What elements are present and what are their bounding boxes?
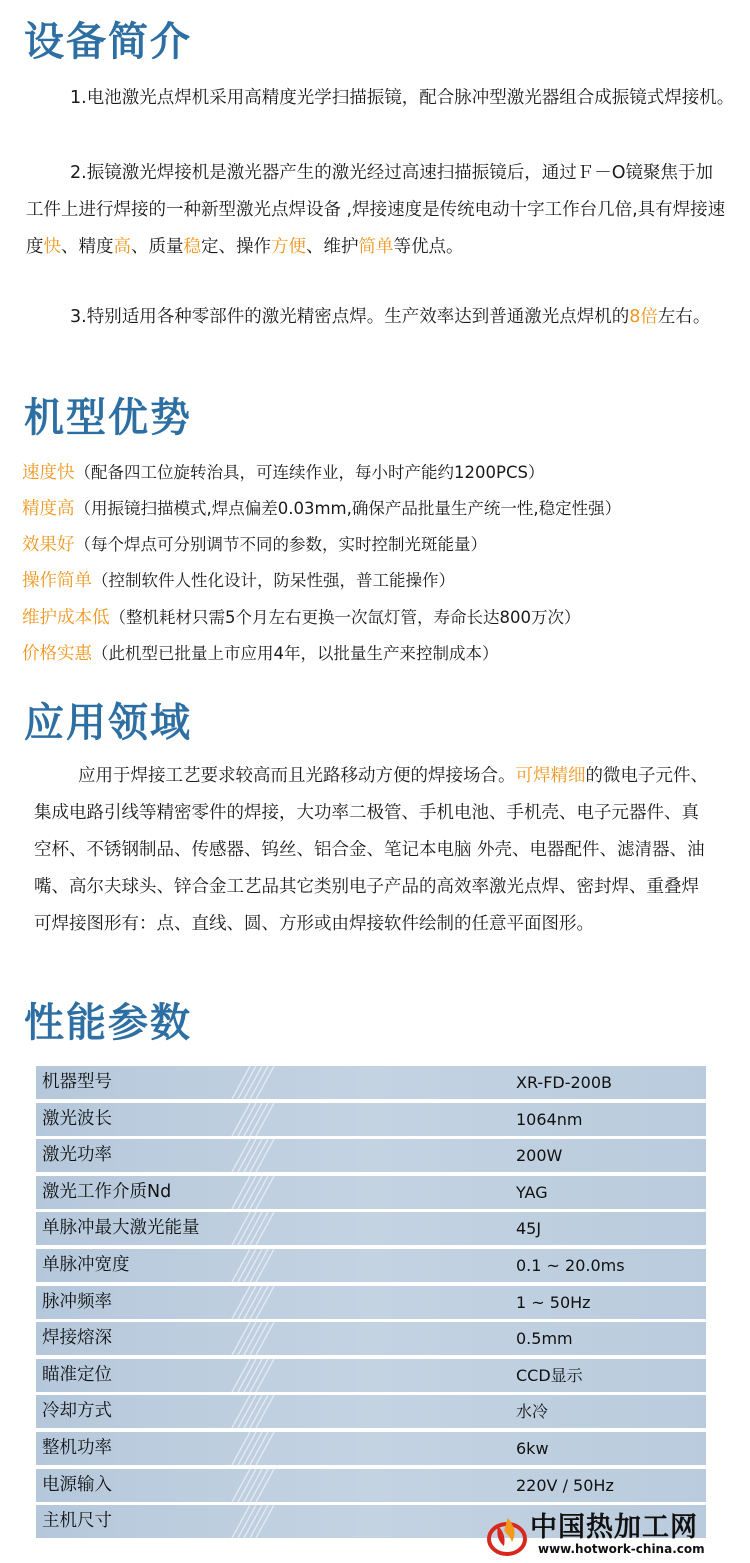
stripe-decoration — [224, 1249, 284, 1282]
advantage-item: 操作简单（控制软件人性化设计，防呆性强，普工能操作） — [22, 571, 455, 591]
stripe-decoration — [224, 1469, 284, 1502]
spec-label: 瞄准定位 — [42, 1364, 112, 1385]
spec-value: 水冷 — [516, 1402, 549, 1422]
intro-paragraph-3: 3.特别适用各种零部件的激光精密点焊。生产效率达到普通激光点焊机的8倍左右。 — [70, 307, 711, 327]
highlight-fine-weld: 可焊精细 — [515, 766, 586, 786]
spec-label: 冷却方式 — [42, 1401, 112, 1422]
watermark-name: 中国热加工网 — [530, 1512, 698, 1543]
stripe-decoration — [224, 1176, 284, 1209]
advantage-item: 维护成本低（整机耗材只需5个月左右更换一次氙灯管，寿命长达800万次） — [22, 608, 581, 628]
table-row — [36, 1139, 706, 1172]
table-row — [36, 1249, 706, 1282]
spec-value: 220V / 50Hz — [516, 1475, 614, 1495]
table-row — [36, 1212, 706, 1245]
watermark-logo — [484, 1512, 746, 1562]
stripe-decoration — [224, 1139, 284, 1172]
spec-label: 焊接熔深 — [42, 1328, 112, 1349]
stripe-decoration — [224, 1395, 284, 1428]
advantage-item: 效果好（每个焊点可分别调节不同的参数，实时控制光斑能量） — [22, 535, 487, 555]
stripe-decoration — [224, 1286, 284, 1319]
table-row — [36, 1286, 706, 1319]
table-row — [36, 1469, 706, 1502]
spec-label: 激光功率 — [42, 1145, 112, 1166]
stripe-decoration — [224, 1505, 284, 1538]
table-row — [36, 1395, 706, 1428]
spec-value: 200W — [516, 1146, 563, 1166]
highlight-high: 高 — [113, 237, 131, 257]
spec-value: CCD显示 — [516, 1365, 583, 1385]
spec-label: 机器型号 — [42, 1072, 112, 1092]
application-title: 应用领域 — [24, 700, 192, 746]
table-row — [36, 1103, 706, 1136]
spec-label: 脉冲频率 — [42, 1291, 112, 1312]
table-row — [36, 1432, 706, 1465]
watermark-url: www.hotwork-china.com — [538, 1542, 705, 1556]
specs-title: 性能参数 — [24, 1000, 192, 1046]
highlight-8x: 8倍 — [629, 307, 658, 327]
stripe-decoration — [224, 1103, 284, 1136]
spec-value: 6kw — [516, 1438, 549, 1458]
spec-value: XR-FD-200B — [516, 1073, 613, 1092]
stripe-decoration — [224, 1322, 284, 1355]
stripe-decoration — [224, 1359, 284, 1392]
stripe-decoration — [224, 1212, 284, 1245]
spec-value: YAG — [516, 1182, 548, 1202]
spec-label: 电源输入 — [42, 1474, 112, 1495]
table-row — [36, 1322, 706, 1355]
spec-value: 0.1 ~ 20.0ms — [516, 1255, 625, 1275]
specs-table — [36, 1066, 706, 1542]
advantage-item: 精度高（用振镜扫描模式,焊点偏差0.03mm,确保产品批量生产统一性,稳定性强） — [22, 499, 622, 519]
highlight-convenient: 方便 — [271, 237, 306, 257]
advantages-title: 机型优势 — [24, 395, 192, 441]
spec-value: 1 ~ 50Hz — [516, 1292, 591, 1312]
intro-title: 设备简介 — [24, 19, 192, 65]
highlight-simple: 简单 — [358, 237, 394, 257]
spec-value: 0.5mm — [516, 1329, 573, 1349]
application-paragraph: 应用于焊接工艺要求较高而且光路移动方便的焊接场合。可焊精细的微电子元件、集成电路引线等精密零件的焊接，大功率二极管、手机电池、手机壳、电子元器件、真空杯、不锈钢制品、传感器、钨丝、铝合金、笔记本电脑 外壳、电器配件、滤清器、油嘴、高尔夫球头、锌合金工艺品其它类别电子产品的高效率激光点焊、密封焊、重叠焊可焊接图形有：点、直线、圆、方形或由焊接软件绘制的任意平面图形。 — [34, 766, 708, 934]
stripe-decoration — [224, 1066, 284, 1099]
table-row — [36, 1066, 706, 1099]
spec-label: 主机尺寸 — [42, 1511, 112, 1532]
spec-label: 激光工作介质Nd — [42, 1181, 172, 1202]
advantage-item: 价格实惠（此机型已批量上市应用4年，以批量生产来控制成本） — [22, 644, 499, 664]
intro-paragraph-2: 2.振镜激光焊接机是激光器产生的激光经过高速扫描振镜后，通过Ｆ－O镜聚焦于加工件上进行焊接的一种新型激光点焊设备 ,焊接速度是传统电动十字工作台几倍,具有焊接速度快、精度高、质量稳定、操作方便、维护简单等优点。 — [26, 163, 726, 257]
advantage-item: 速度快（配备四工位旋转治具，可连续作业，每小时产能约1200PCS） — [22, 463, 545, 483]
spec-label: 单脉冲最大激光能量 — [42, 1218, 200, 1239]
spec-label: 激光波长 — [42, 1108, 112, 1129]
flame-logo-icon — [484, 1512, 530, 1558]
spec-label: 整机功率 — [42, 1437, 112, 1458]
spec-value: 1064nm — [516, 1109, 583, 1129]
highlight-fast: 快 — [43, 237, 61, 257]
spec-label: 单脉冲宽度 — [42, 1254, 130, 1275]
intro-paragraph-1: 1.电池激光点焊机采用高精度光学扫描振镜，配合脉冲型激光器组合成振镜式焊接机。 — [70, 88, 735, 108]
table-row — [36, 1359, 706, 1392]
stripe-decoration — [224, 1432, 284, 1465]
spec-value: 45J — [516, 1219, 542, 1239]
table-row — [36, 1176, 706, 1209]
highlight-stable: 稳 — [183, 237, 201, 257]
